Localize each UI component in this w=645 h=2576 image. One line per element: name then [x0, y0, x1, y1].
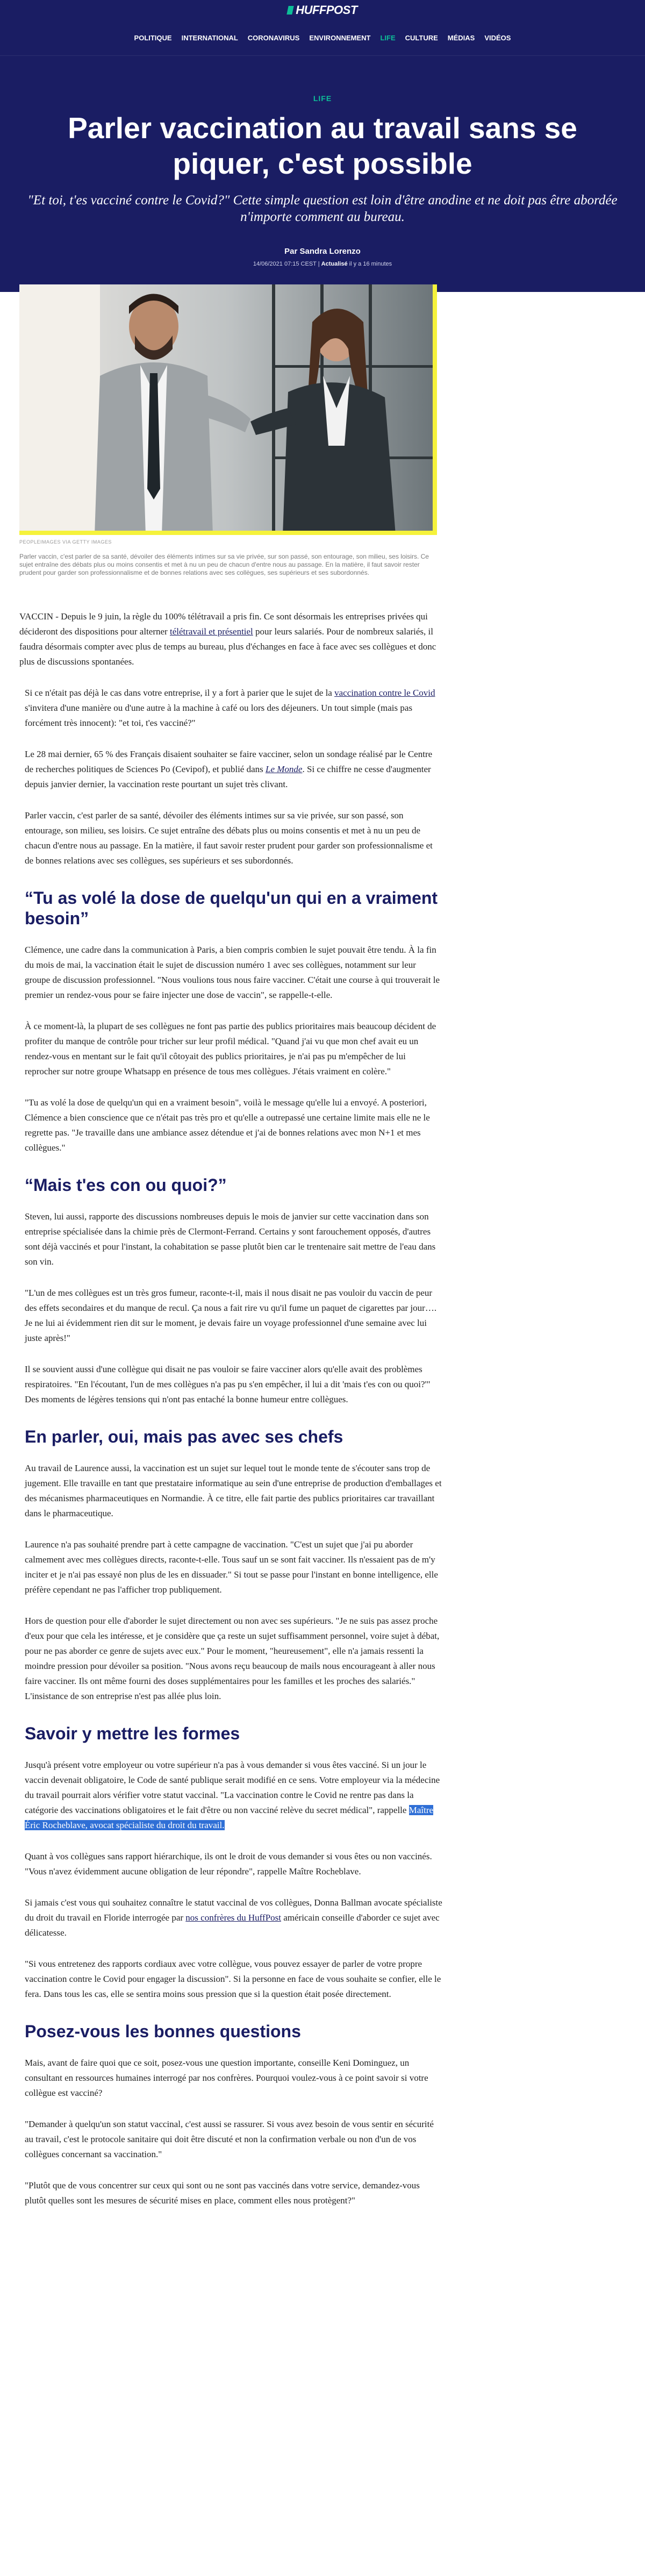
paragraph: Clémence, une cadre dans la communication à Paris, a bien compris combien le sujet pouvait être tendu. À la fin du mois de mai, la vaccination était le sujet de discussion numéro 1 avec ses collègues, notamment sur leur groupe de discussion professionnel. "Nous voulions tous nous faire vacciner. C'était une course à qui trouverait le premier un rendez-vous pour se faire injecter une dose de vaccin", se rappelle-t-elle.: [25, 945, 440, 1000]
publish-date: 14/06/2021 07:15 CEST: [253, 261, 317, 267]
byline: [0, 247, 645, 256]
byline-prefix: Par: [284, 247, 298, 256]
paragraph: Laurence n'a pas souhaité prendre part à cette campagne de vaccination. "C'est un sujet que j'ai pu aborder calmement avec mes collègues directs, raconte-t-elle. Tous sauf un se sont fait vacciner. Ils n'essaient pas de m'y inciter et je n'ai pas essayé non plus de les en dissuader." Si tout se passe pour l'instant en bonne intelligence, elle préfère cependant ne pas l'afficher trop publiquement.: [25, 1539, 438, 1595]
text-run: - Depuis le 9 juin, la règle du 100% télétravail a pris fin. Ce sont désormais les entreprises privées qui décideront des dispositions pour alterner: [19, 611, 428, 637]
paragraph: [19, 1895, 442, 1940]
paragraph: Parler vaccin, c'est parler de sa santé, dévoiler des éléments intimes sur sa vie privée, sur son passé, son entourage, son milieu, ses loisirs. Ce sujet entraîne des débats plus ou moins consentis et met à nu un peu de chacun d'entre nous au passage. En la matière, il faut savoir rester prudent pour garder son professionnalisme et de bonnes relations avec ses collègues, ses supérieurs et ses subordonnés.: [25, 810, 433, 866]
text-run: Si ce n'était pas déjà le cas dans votre entreprise, il y a fort à parier que le sujet de la: [25, 688, 335, 698]
paragraph: "Si vous entretenez des rapports cordiaux avec votre collègue, vous pouvez essayer de parler de votre propre vaccination contre le Covid pour engager la discussion". Si la personne en face de vous souhaite se confier, elle le fera. Dans tous les cas, elle se sentira moins sous pression que si la question était posée directement.: [25, 1959, 441, 1999]
nav-item-life[interactable]: LIFE: [380, 33, 396, 42]
paragraph: Quant à vos collègues sans rapport hiérarchique, ils ont le droit de vous demander si vous êtes ou non vaccinés. "Vous n'avez évidemment aucune obligation de leur répondre", rappelle Maître Rocheblave.: [25, 1851, 432, 1876]
hero-photo-illustration: [19, 284, 437, 535]
updated-time: il y a 16 minutes: [349, 261, 392, 267]
dateline: [0, 261, 645, 267]
paragraph: À ce moment-là, la plupart de ses collègues ne font pas partie des publics prioritaires mais beaucoup décident de profiter du manque de contrôle pour tricher sur leur profil médical. "Quand j'ai vu que mon chef avait eu un rendez-vous en mentant sur le fait qu'il côtoyait des publics prioritaires, je n'ai pas pu m'empêcher de lui reprocher sur notre groupe Whatsapp en présence de tous mes collègues. J'étais vraiment en colère.": [25, 1021, 436, 1076]
article-title: Parler vaccination au travail sans se piquer, c'est possible: [68, 111, 577, 180]
paragraph: Il se souvient aussi d'une collègue qui disait ne pas vouloir se faire vacciner alors qu'elle avait des problèmes respiratoires. "En l'écoutant, l'un de mes collègues n'a pas pu s'en empêcher, il lui a dit 'mais t'es con ou quoi?'" Des moments de légères tensions qui n'ont pas entaché la bonne humeur entre collègues.: [25, 1364, 431, 1404]
text-run: Si jamais c'est vous qui souhaitez connaître le statut vaccinal de vos collègues, Donna Ballman avocate spécialiste du droit du travail en Floride interrogée par: [25, 1897, 442, 1923]
paragraph: Mais, avant de faire quoi que ce soit, posez-vous une question importante, conseille Keni Dominguez, un consultant en ressources humaines interrogé par nos confrères. Pourquoi voulez-vous à ce point savoir si votre collègue est vacciné?: [25, 2058, 428, 2098]
site-logo[interactable]: [288, 3, 357, 17]
author-link[interactable]: Sandra Lorenzo: [299, 247, 361, 256]
paragraph: [19, 1758, 442, 1833]
paragraph: Steven, lui aussi, rapporte des discussions nombreuses depuis le mois de janvier sur cette vaccination dans son entreprise spécialisée dans la chimie près de Clermont-Ferrand. Certains y sont farouchement opposés, d'autres sont déjà vaccinés et pour l'instant, la cohabitation se passe plutôt bien car le trentenaire sait mettre de l'eau dans son vin.: [25, 1211, 436, 1267]
nav-item-environnement[interactable]: ENVIRONNEMENT: [309, 33, 371, 42]
section-heading: “Tu as volé la dose de quelqu'un qui en a vraiment besoin”: [25, 888, 438, 928]
paragraph: Au travail de Laurence aussi, la vaccination est un sujet sur lequel tout le monde tente de s'écouter sans trop de jugement. Elle travaille en tant que prestataire informatique au sein d'une entreprise de production d'emballages et des mécanismes pharmaceutiques en Normandie. À ce titre, elle fait partie des publics prioritaires car travaillant dans le pharmaceutique.: [25, 1463, 442, 1518]
logo-mark-icon: [287, 6, 294, 15]
main-nav: [0, 20, 645, 55]
paragraph: "Demander à quelqu'un son statut vaccinal, c'est aussi se rassurer. Si vous avez besoin de vous sentir en sécurité au travail, c'est le protocole sanitaire qui doit être discuté et non la confirmation verbale ou non d'un de vos collègues concernant sa vaccination.": [25, 2119, 434, 2159]
text-run: Jusqu'à présent votre employeur ou votre supérieur n'a pas à vous demander si vous êtes vacciné. Si un jour le vaccin devenait obligatoire, le Code de santé publique serait modifié en ce sens. Votre employeur via la médecine du travail pourrait alors vérifier votre statut vaccinal. "La vaccination contre le Covid ne rentre pas dans la catégorie des vaccinations obligatoires et le fait d'être ou non vacciné relève du secret médical", rappelle: [25, 1760, 440, 1815]
nav-item-coronavirus[interactable]: CORONAVIRUS: [247, 33, 300, 42]
link-vaccination[interactable]: vaccination contre le Covid: [334, 688, 435, 698]
paragraph: "L'un de mes collègues est un très gros fumeur, raconte-t-il, mais il nous disait ne pas vouloir du vaccin de peur des effets secondaires et du manque de recul. Ça nous a fait rire vu qu'il fume un paquet de cigarettes par jour…. Je ne lui ai évidemment rien dit sur le moment, je devais faire un voyage professionnel d'une semaine avec lui juste après!": [25, 1288, 437, 1343]
paragraph: [19, 609, 442, 669]
nav-item-videos[interactable]: VIDÉOS: [484, 33, 511, 42]
text-run: Le 28 mai dernier, 65 % des Français disaient souhaiter se faire vacciner, selon un sondage réalisé par le Centre de recherches politiques de Sciences Po (Cevipof), et publié dans: [25, 749, 433, 774]
nav-divider: [0, 55, 645, 56]
link-le-monde[interactable]: Le Monde: [266, 764, 303, 774]
paragraph: [19, 747, 442, 792]
image-credit: PEOPLEIMAGES VIA GETTY IMAGES: [19, 539, 112, 545]
section-kicker[interactable]: LIFE: [313, 94, 332, 103]
section-heading: “Mais t'es con ou quoi?”: [25, 1175, 227, 1195]
article-dek: "Et toi, t'es vacciné contre le Covid?" Cette simple question est loin d'être anodine et ne doit pas être abordée n'importe comment au bureau.: [27, 193, 618, 224]
paragraph: "Plutôt que de vous concentrer sur ceux qui sont ou ne sont pas vaccinés dans votre service, demandez-vous plutôt quelles sont les mesures de sécurité mises en place, comment elles nous protègent?": [25, 2180, 420, 2206]
nav-item-politique[interactable]: POLITIQUE: [134, 33, 172, 42]
image-caption: Parler vaccin, c'est parler de sa santé, dévoiler des éléments intimes sur sa vie privée, sur son passé, son entourage, son milieu, ses loisirs. Ce sujet entraîne des débats plus ou moins consentis et met à nu un peu de chacun d'entre nous au passage. En la matière, il faut savoir rester prudent pour garder son professionnalisme et de bonnes relations avec ses collègues, ses supérieurs et ses subordonnés.: [19, 553, 429, 576]
nav-item-international[interactable]: INTERNATIONAL: [181, 33, 238, 42]
updated-label: Actualisé: [321, 261, 348, 267]
link-huffpost-us[interactable]: nos confrères du HuffPost: [185, 1913, 281, 1923]
article-body: [19, 609, 442, 2224]
selected-text[interactable]: Maître Éric Rocheblave, avocat spécialiste du droit du travail.: [25, 1805, 434, 1830]
header-band: [0, 0, 645, 292]
hero-photo: [19, 284, 437, 535]
paragraph: [19, 686, 442, 731]
text-run: américain conseille d'aborder ce sujet avec délicatesse.: [25, 1913, 440, 1938]
paragraph: Hors de question pour elle d'aborder le sujet directement ou non avec ses supérieurs. "Je ne suis pas assez proche d'eux pour que cela les intéresse, et je considère que ça reste un sujet suffisamment personnel, voire sujet à débat, pour ne pas aborder ce genre de sujets avec eux." Pour le moment, "heureusement", elle n'a jamais ressenti la moindre pression pour dévoiler sa position. "Nous avons reçu beaucoup de mails nous encourageant à aller nous faire vacciner. Ils ont même fourni des doses supplémentaires pour les familles et les proches des salariés." L'insistance de son entreprise n'est pas allée plus loin.: [25, 1616, 440, 1701]
top-bar: [0, 0, 645, 20]
link-teletravail[interactable]: télétravail et présentiel: [169, 626, 253, 637]
nav-item-medias[interactable]: MÉDIAS: [447, 33, 475, 42]
dateline-separator: |: [318, 261, 321, 267]
text-run: pour leurs salariés. Pour de nombreux salariés, il faudra désormais compter avec plus de temps au bureau, plus d'échanges en face à face avec ses collègues et donc plus de discussions spontanées.: [19, 626, 436, 667]
paragraph: "Tu as volé la dose de quelqu'un qui en a vraiment besoin", voilà le message qu'elle lui a envoyé. A posteriori, Clémence a bien conscience que ce n'était pas très pro et qu'elle a outrepassé une certaine limite mais elle ne le regrette pas. "Je travaille dans une ambiance assez détendue et j'ai de bonnes relations avec mon N+1 et mes collègues.": [25, 1097, 430, 1153]
section-heading: En parler, oui, mais pas avec ses chefs: [25, 1427, 343, 1446]
nav-item-culture[interactable]: CULTURE: [405, 33, 438, 42]
text-run: . Si ce chiffre ne cesse d'augmenter depuis janvier dernier, la vaccination reste pourtant un sujet très clivant.: [25, 764, 431, 789]
section-heading: Savoir y mettre les formes: [25, 1724, 240, 1743]
dateline-lead: VACCIN: [19, 611, 53, 622]
text-run: s'invitera d'une manière ou d'une autre à la machine à café ou lors des déjeuners. Un tout simple (mais pas forcément très innocent): "et toi, t'es vacciné?": [25, 703, 413, 728]
section-heading: Posez-vous les bonnes questions: [25, 2022, 301, 2041]
logo-text: HUFFPOST: [296, 3, 357, 17]
